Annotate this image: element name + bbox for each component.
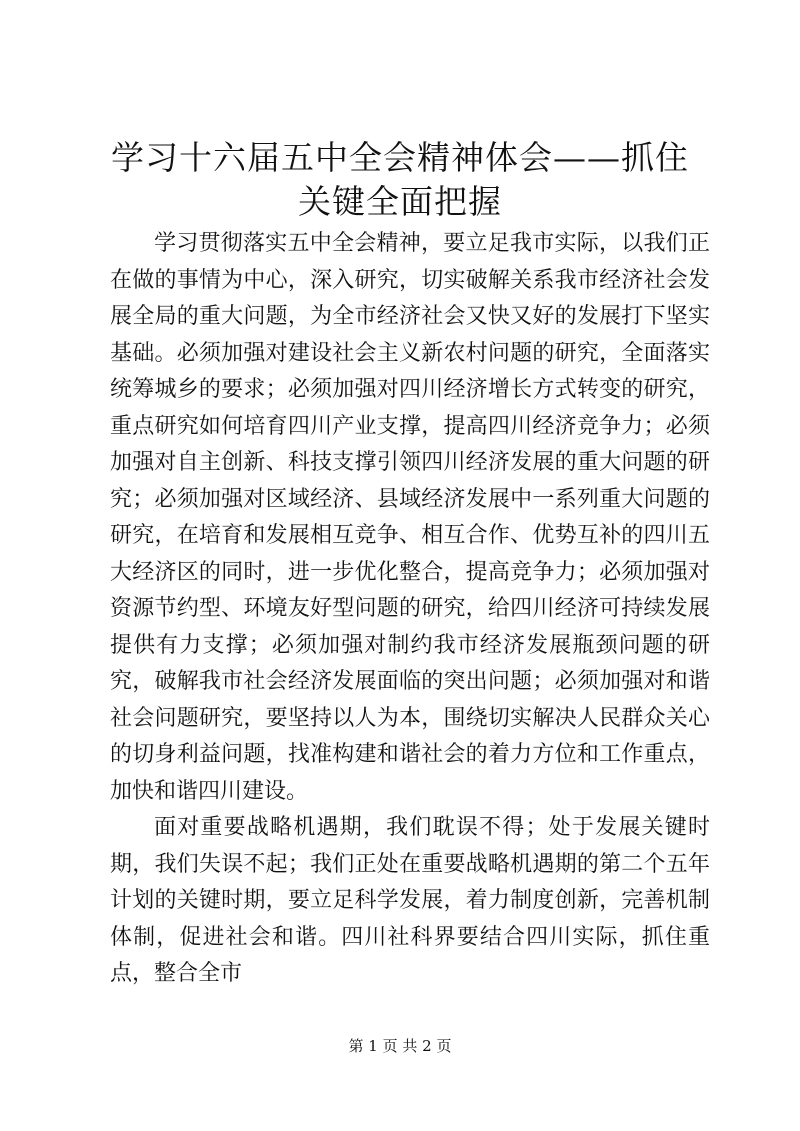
document-body (110, 226, 710, 993)
paragraph-2: 面对重要战略机遇期，我们耽误不得；处于发展关键时期，我们失误不起；我们正处在重要战略机遇期的第二个五年计划的关键时期，要立足科学发展，着力制度创新，完善机制体制，促进社会和谐。四川社科界要结合四川实际，抓住重点，整合全市 (110, 815, 710, 986)
paragraph-1: 学习贯彻落实五中全会精神，要立足我市实际，以我们正在做的事情为中心，深入研究，切实破解关系我市经济社会发展全局的重大问题，为全市经济社会又快又好的发展打下坚实基础。必须加强对建设社会主义新农村问题的研究，全面落实统筹城乡的要求；必须加强对四川经济增长方式转变的研究，重点研究如何培育四川产业支撑，提高四川经济竞争力；必须加强对自主创新、科技支撑引领四川经济发展的重大问题的研究；必须加强对区域经济、县域经济发展中一系列重大问题的研究，在培育和发展相互竞争、相互合作、优势互补的四川五大经济区的同时，进一步优化整合，提高竞争力；必须加强对资源节约型、环境友好型问题的研究，给四川经济可持续发展提供有力支撑；必须加强对制约我市经济发展瓶颈问题的研究，破解我市社会经济发展面临的突出问题；必须加强对和谐社会问题研究，要坚持以人为本，围绕切实解决人民群众关心的切身利益问题，找准构建和谐社会的着力方位和工作重点，加快和谐四川建设。 (110, 231, 710, 804)
page-number-footer: 第 1 页 共 2 页 (348, 1037, 452, 1055)
document-title: 学习十六届五中全会精神体会——抓住关键全面把握 (111, 138, 689, 221)
